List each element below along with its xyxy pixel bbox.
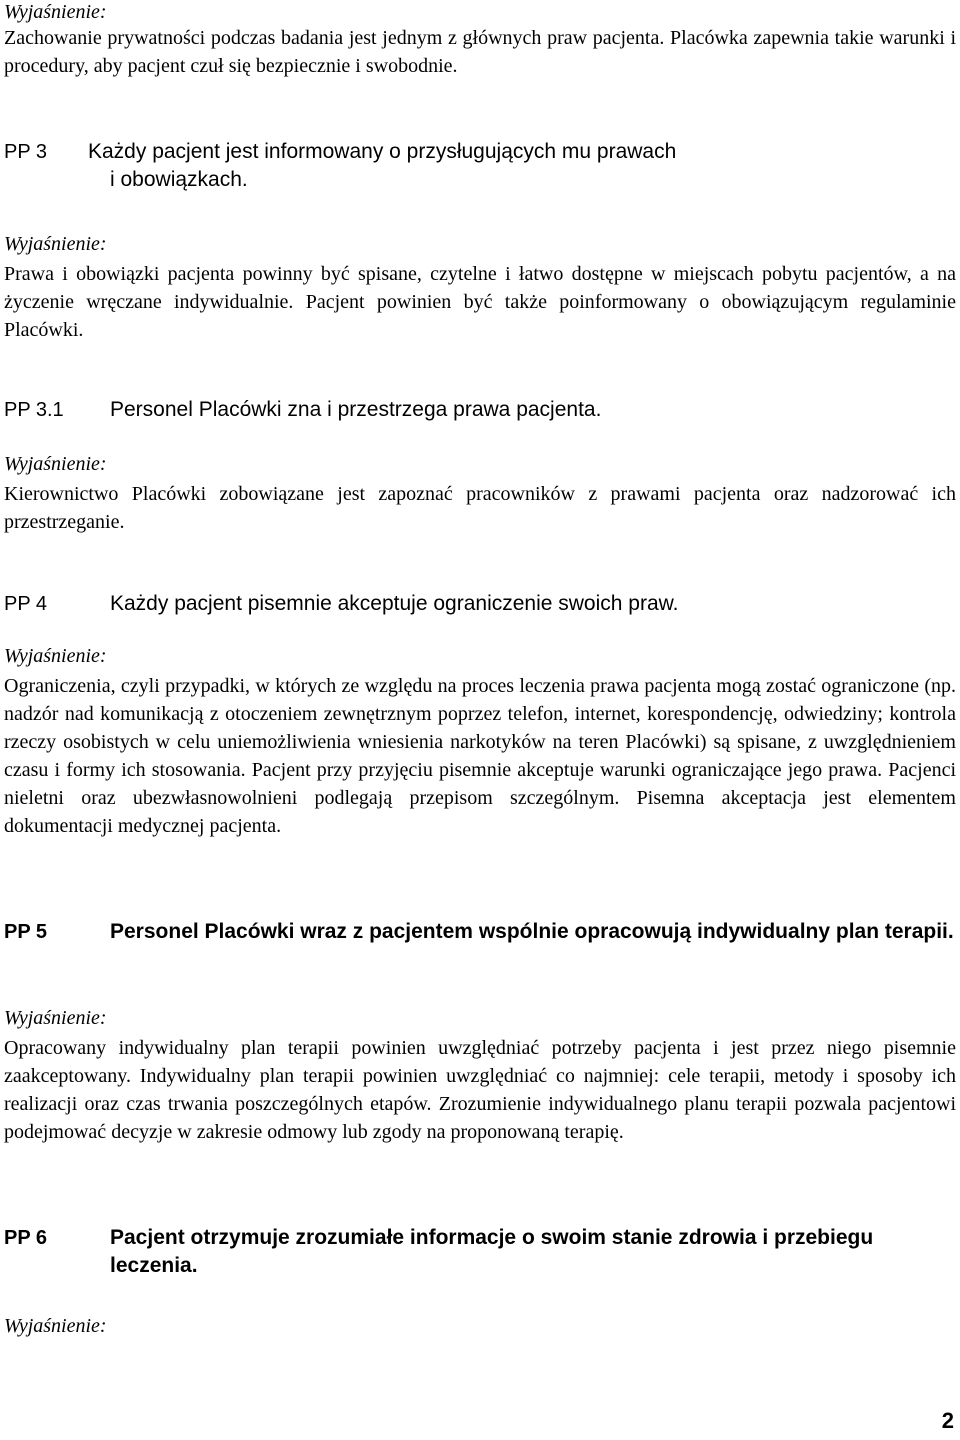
pp3-title <box>88 138 956 194</box>
pp31-explanation-text: Kierownictwo Placówki zobowiązane jest zapoznać pracowników z prawami pacjenta oraz nadzorować ich przestrzeganie. <box>4 483 956 533</box>
pp6-code: PP 6 <box>4 1227 47 1249</box>
pp3-title-line1: Każdy pacjent jest informowany o przysługujących mu prawach <box>88 140 677 163</box>
explanation-label: Wyjaśnienie: <box>4 1007 107 1029</box>
pp4-title: Każdy pacjent pisemnie akceptuje ograniczenie swoich praw. <box>110 592 679 615</box>
pp5-code: PP 5 <box>4 921 47 943</box>
pp31-code: PP 3.1 <box>4 399 64 421</box>
page-number: 2 <box>941 1408 954 1433</box>
pp3-code: PP 3 <box>4 141 47 163</box>
pp6-title: Pacjent otrzymuje zrozumiałe informacje o swoim stanie zdrowia i przebiegu leczenia. <box>110 1226 874 1277</box>
pp31-title: Personel Placówki zna i przestrzega prawa pacjenta. <box>110 398 602 421</box>
pp5-explanation-text: Opracowany indywidualny plan terapii powinien uwzględniać potrzeby pacjenta i jest przez niego pisemnie zaakceptowany. Indywidualny plan terapii powinien uwzględniać co najmniej: cele terapii, metody i sposoby ich realizacji oraz czas trwania poszczególnych etapów. Zrozumienie indywidualnego planu terapii pozwala pacjentowi podejmować decyzje w zakresie odmowy lub zgody na proponowaną terapię. <box>4 1037 956 1143</box>
explanation-label: Wyjaśnienie: <box>4 1 107 23</box>
pp4-explanation-text: Ograniczenia, czyli przypadki, w których ze względu na proces leczenia prawa pacjenta mogą zostać ograniczone (np. nadzór nad komunikacją z otoczeniem zewnętrznym poprzez telefon, internet, korespondencję, odwiedziny; kontrola rzeczy osobistych w celu uniemożliwienia wniesienia narkotyków na teren Placówki) są spisane, z uwzględnieniem czasu i formy ich stosowania. Pacjent przy przyjęciu pisemnie akceptuje warunki ograniczające jego prawa. Pacjenci nieletni oraz ubezwłasnowolnieni podlegają przepisom szczególnym. Pisemna akceptacja jest elementem dokumentacji medycznej pacjenta. <box>4 675 956 837</box>
pp4-code: PP 4 <box>4 593 47 615</box>
pp3-explanation-text: Prawa i obowiązki pacjenta powinny być spisane, czytelne i łatwo dostępne w miejscach pobytu pacjentów, a na życzenie wręczane indywidualnie. Pacjent powinien być także poinformowany o obowiązującym regulaminie Placówki. <box>4 263 956 341</box>
explanation-label: Wyjaśnienie: <box>4 1315 107 1337</box>
pp3-title-line2: i obowiązkach. <box>110 168 248 191</box>
explanation-label: Wyjaśnienie: <box>4 453 107 475</box>
pp5-title: Personel Placówki wraz z pacjentem wspólnie opracowują indywidualny plan terapii. <box>110 920 954 943</box>
intro-explanation-text: Zachowanie prywatności podczas badania jest jednym z głównych praw pacjenta. Placówka zapewnia takie warunki i procedury, aby pacjent czuł się bezpiecznie i swobodnie. <box>4 27 956 77</box>
explanation-label: Wyjaśnienie: <box>4 645 107 667</box>
explanation-label: Wyjaśnienie: <box>4 233 107 255</box>
